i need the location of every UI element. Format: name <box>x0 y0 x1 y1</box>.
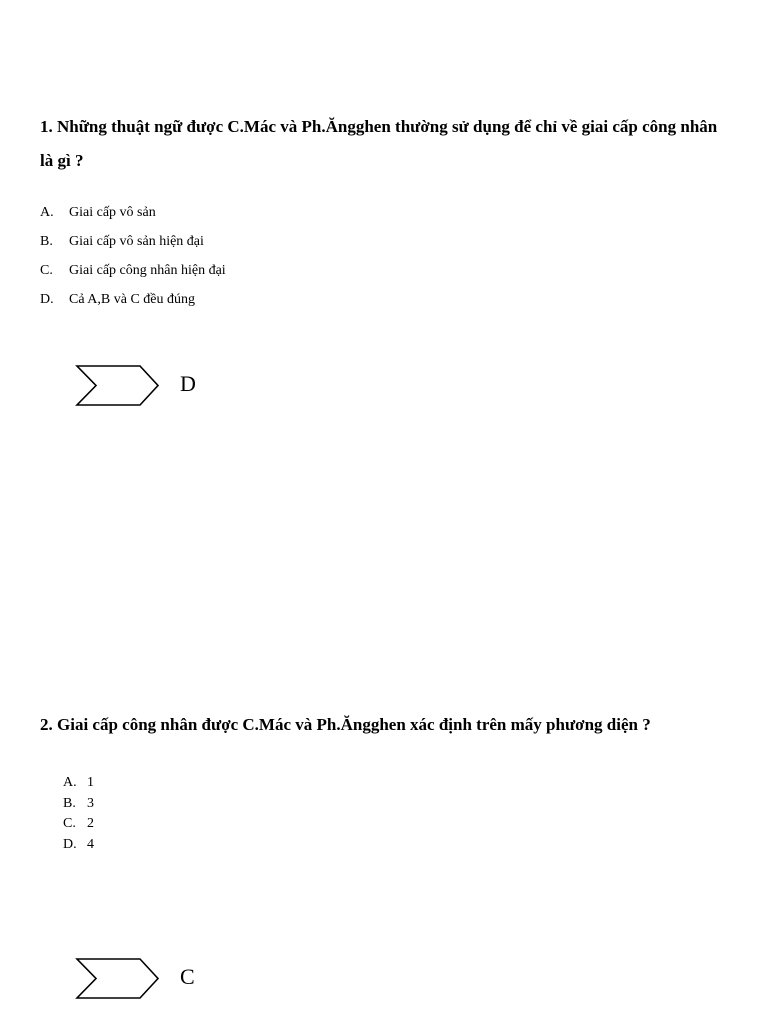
option-text: Cả A,B và C đều đúng <box>69 292 195 307</box>
option-text: Giai cấp vô sản <box>69 205 156 220</box>
option-letter: B. <box>40 234 53 249</box>
option-letter: C. <box>40 263 53 278</box>
option-text: Giai cấp công nhân hiện đại <box>69 263 226 278</box>
option-text: 3 <box>87 795 94 811</box>
option-letter: D. <box>63 836 77 852</box>
option-text: 1 <box>87 775 94 790</box>
option-text: Giai cấp vô sản hiện đại <box>69 234 204 249</box>
option-a <box>63 773 94 794</box>
option-c <box>63 814 94 835</box>
option-letter: D. <box>40 292 54 307</box>
option-text: 2 <box>87 816 94 831</box>
chevron-arrow-icon <box>74 957 164 1001</box>
option-b <box>63 794 94 815</box>
option-d <box>63 835 94 856</box>
question-2-title: 2. Giai cấp công nhân được C.Mác và Ph.Ăngghen xác định trên mấy phương diện ? <box>40 715 651 734</box>
option-c <box>40 260 226 289</box>
question-1-answer <box>74 364 274 408</box>
question-2-answer <box>74 957 274 1001</box>
option-letter: B. <box>63 795 76 811</box>
option-a <box>40 202 226 231</box>
option-letter: A. <box>63 775 77 790</box>
answer-value: C <box>180 964 195 989</box>
option-letter: A. <box>40 205 54 220</box>
question-2-options <box>63 773 94 855</box>
option-text: 4 <box>87 836 94 852</box>
option-d <box>40 289 226 318</box>
option-b <box>40 231 226 260</box>
question-1-options <box>40 202 226 318</box>
chevron-arrow-icon <box>74 364 164 408</box>
answer-value: D <box>180 371 196 396</box>
option-letter: C. <box>63 816 76 831</box>
question-1-title: 1. Những thuật ngữ được C.Mác và Ph.Ăngghen thường sử dụng để chỉ về giai cấp công nhân là gì ? <box>40 117 718 170</box>
